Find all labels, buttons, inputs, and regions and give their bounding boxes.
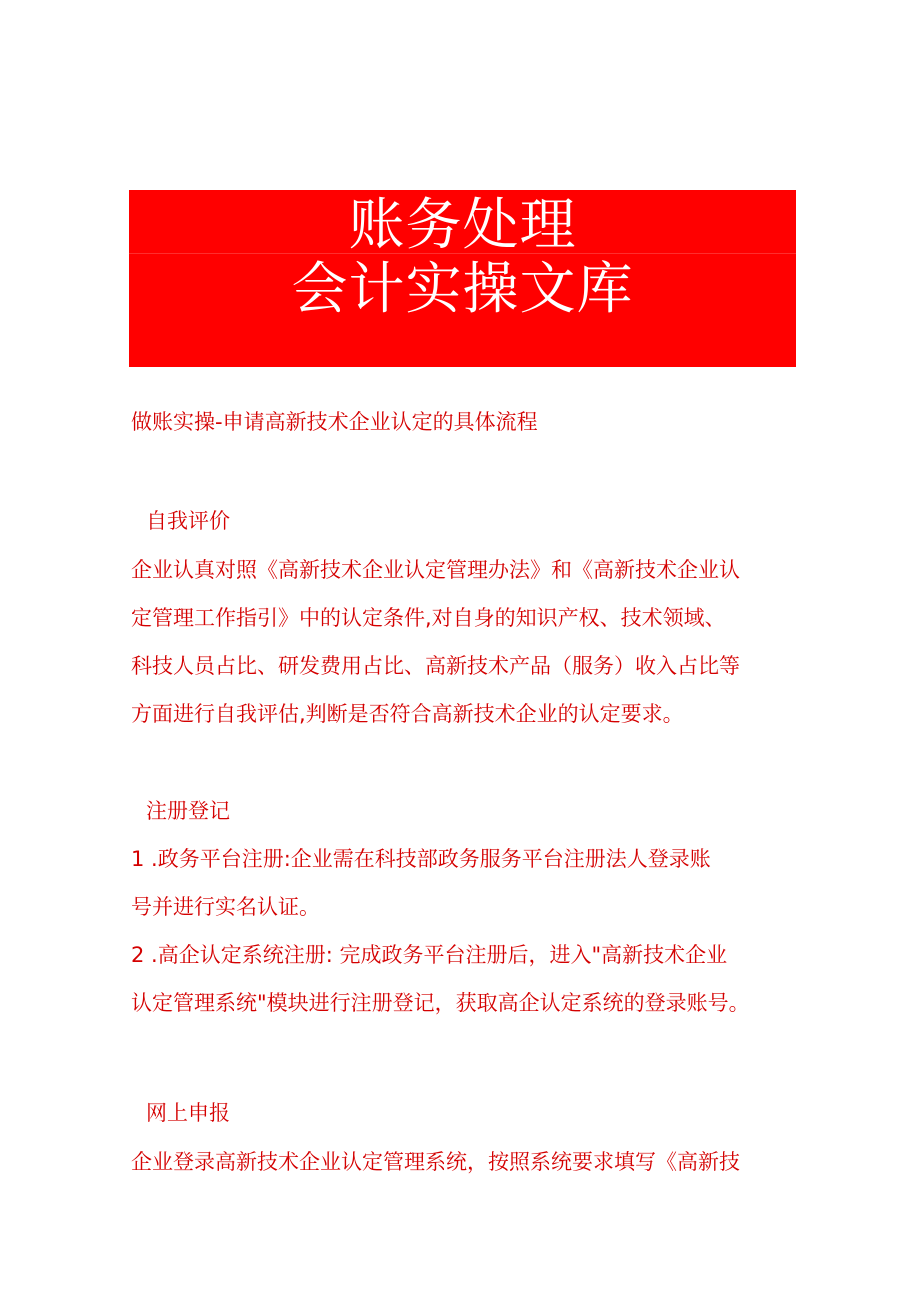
paragraph-line: 认定管理系统"模块进行注册登记，获取高企认定系统的登录账号。 xyxy=(131,991,750,1015)
paragraph-line: 2 .高企认定系统注册: 完成政务平台注册后，进入"高新技术企业 xyxy=(131,943,728,967)
paragraph-line: 企业登录高新技术企业认定管理系统，按照系统要求填写《高新技 xyxy=(131,1150,740,1174)
banner-title-line-1: 账务处理 xyxy=(348,193,577,258)
paragraph-line: 1 .政务平台注册:企业需在科技部政务服务平台注册法人登录账 xyxy=(131,847,711,871)
banner-title-line-2: 会计实操文库 xyxy=(291,257,634,322)
paragraph-line: 科技人员占比、研发费用占比、高新技术产品（服务）收入占比等 xyxy=(131,654,740,678)
document-title: 做账实操-申请高新技术企业认定的具体流程 xyxy=(131,410,538,434)
section-heading-online-application: 网上申报 xyxy=(146,1101,230,1125)
header-banner xyxy=(129,190,796,367)
paragraph-line: 企业认真对照《高新技术企业认定管理办法》和《高新技术企业认 xyxy=(131,558,740,582)
section-heading-self-evaluation: 自我评价 xyxy=(146,509,230,533)
paragraph-line: 方面进行自我评估,判断是否符合高新技术企业的认定要求。 xyxy=(131,702,684,726)
banner-divider xyxy=(129,253,796,254)
paragraph-line: 号并进行实名认证。 xyxy=(131,895,320,919)
section-heading-registration: 注册登记 xyxy=(146,799,230,823)
paragraph-line: 定管理工作指引》中的认定条件,对自身的知识产权、技术领域、 xyxy=(131,606,726,630)
